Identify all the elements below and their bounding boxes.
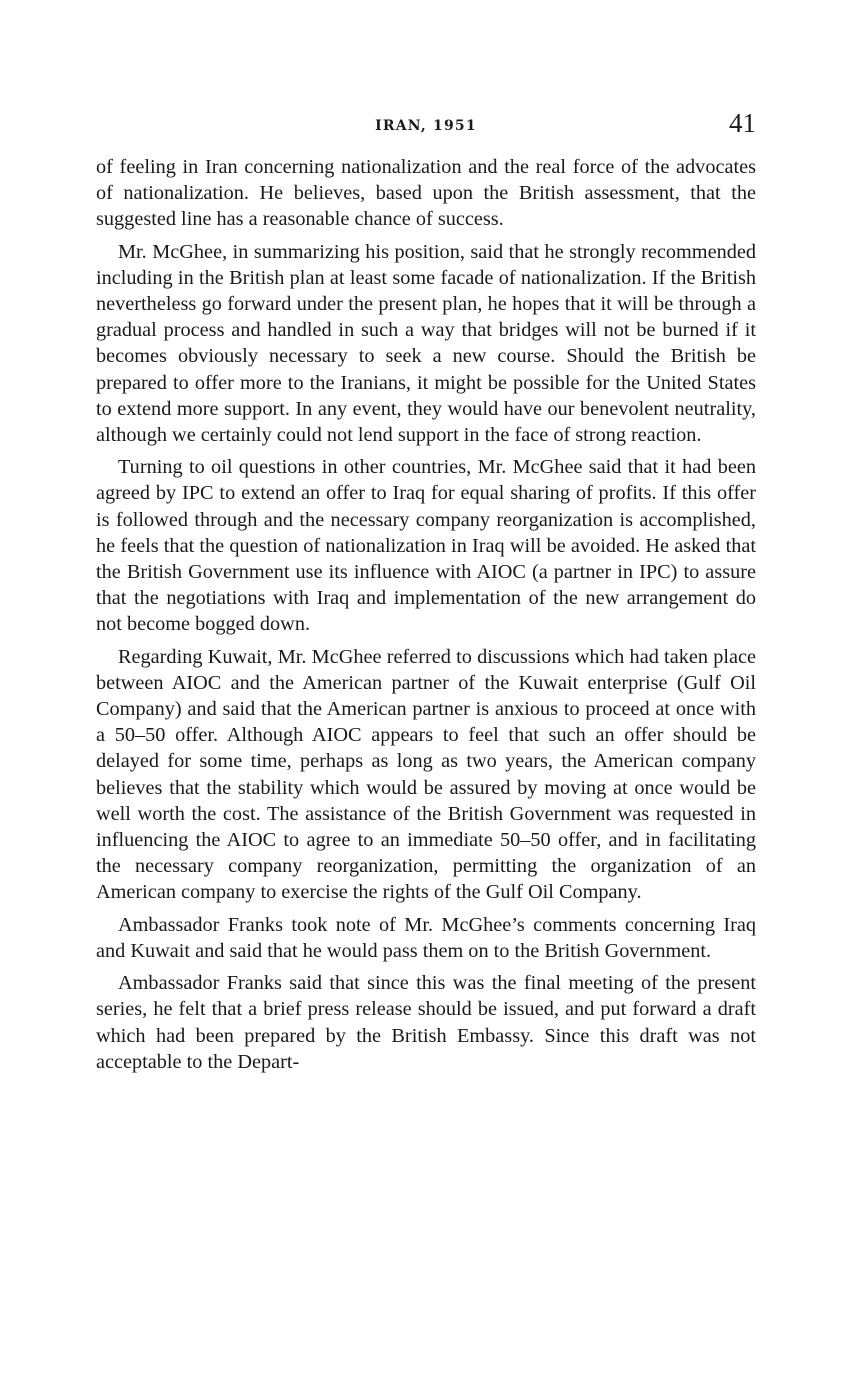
paragraph-franks-note: Ambassador Franks took note of Mr. McGhee’s comments concerning Iraq and Kuwait and said that he would pass them on to the British Government. <box>96 913 756 962</box>
paragraph-kuwait: Regarding Kuwait, Mr. McGhee referred to discussions which had taken place between AIOC and the American partner of the Kuwait enterprise (Gulf Oil Company) and said that the American partner is anxious to proceed at once with a 50–50 offer. Although AIOC appears to feel that such an offer should be delayed for some time, perhaps as long as two years, the American company believes that the stability which would be assured by moving at once would be well worth the cost. The assistance of the British Government was requested in influencing the AIOC to agree to an immediate 50–50 offer, and in facilitating the necessary company reorganization, permitting the organization of an American company to exercise the rights of the Gulf Oil Company. <box>96 645 756 904</box>
page-number: 41 <box>729 108 756 138</box>
paragraph-press-release: Ambassador Franks said that since this was the final meeting of the present series, he felt that a brief press release should be issued, and put forward a draft which had been prepared by the British Embassy. Since this draft was not acceptable to the Depart- <box>96 972 756 1073</box>
paragraph-mcghee-position: Mr. McGhee, in summarizing his position, said that he strongly recommended including in the British plan at least some facade of nationalization. If the British nevertheless go forward under the present plan, he hopes that it will be through a gradual process and handled in such a way that bridges will not be burned if it becomes obviously necessary to seek a new course. Should the British be prepared to offer more to the Iranians, it might be possible for the United States to extend more support. In any event, they would have our benevolent neutrality, although we certainly could not lend support in the face of strong reaction. <box>96 240 756 447</box>
running-header <box>96 108 756 142</box>
paragraph-iraq-oil: Turning to oil questions in other countries, Mr. McGhee said that it had been agreed by IPC to extend an offer to Iraq for equal sharing of profits. If this offer is followed through and the necessary company reorganization is accomplished, he feels that the question of nationalization in Iraq will be avoided. He asked that the British Government use its influence with AIOC (a partner in IPC) to assure that the negotiations with Iraq and implementation of the new arrangement do not become bogged down. <box>96 456 756 636</box>
running-title: IRAN, 1951 <box>375 118 477 134</box>
paragraph-continuation: of feeling in Iran concerning nationalization and the real force of the advocates of nationalization. He believes, based upon the British assessment, that the suggested line has a reasonable chance of success. <box>96 156 756 231</box>
body-text <box>96 154 756 1081</box>
